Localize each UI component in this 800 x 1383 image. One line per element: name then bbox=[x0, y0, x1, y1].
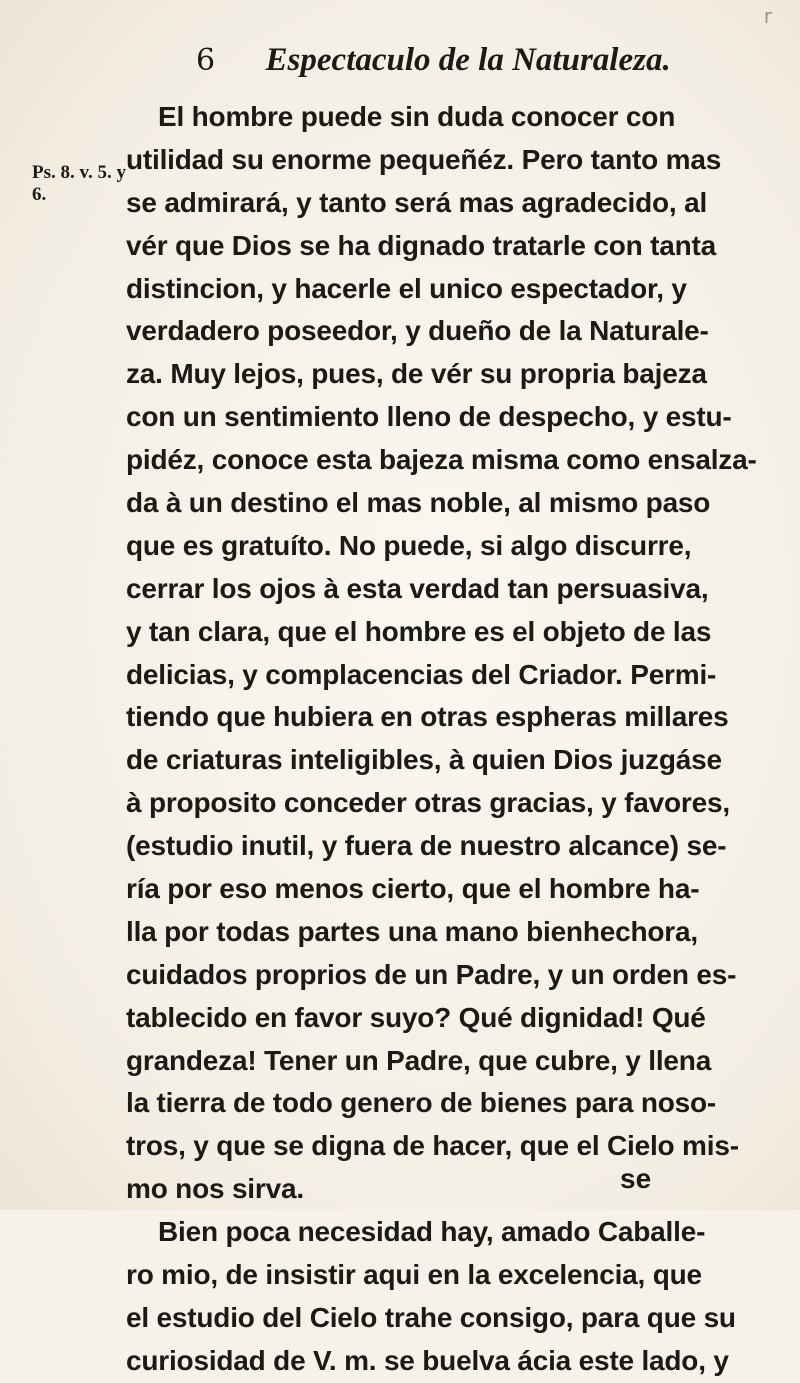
text-line: verdadero poseedor, y dueño de la Naturale- bbox=[126, 315, 709, 347]
margin-citation bbox=[32, 162, 126, 206]
text-line: da à un destino el mas noble, al mismo paso bbox=[126, 487, 711, 519]
text-line: ría por eso menos cierto, que el hombre ha- bbox=[126, 873, 700, 905]
text-line: ro mio, de insistir aqui en la excelencia, que bbox=[126, 1259, 702, 1291]
text-line: el estudio del Cielo trahe consigo, para que su bbox=[126, 1301, 736, 1333]
text-line: tros, y que se digna de hacer, que el Cielo mis- bbox=[126, 1130, 739, 1162]
text-line: pidéz, conoce esta bajeza misma como ensalza- bbox=[126, 444, 757, 476]
text-line: grandeza! Tener un Padre, que cubre, y llena bbox=[126, 1044, 712, 1076]
catchword: se bbox=[620, 1163, 652, 1194]
text-line: y tan clara, que el hombre es el objeto de las bbox=[126, 615, 712, 647]
text-line: que es gratuíto. No puede, si algo discurre, bbox=[126, 529, 692, 561]
text-line: distincion, y hacerle el unico espectador, y bbox=[126, 272, 687, 304]
text-line: à proposito conceder otras gracias, y favores, bbox=[126, 787, 730, 819]
margin-citation-line-1: Ps. 8. v. 5. y bbox=[32, 162, 126, 183]
text-line: mo nos sirva. bbox=[126, 1173, 304, 1205]
text-line: Bien poca necesidad hay, amado Caballe- bbox=[158, 1216, 706, 1248]
text-line: delicias, y complacencias del Criador. Permi- bbox=[126, 658, 717, 690]
text-line: con un sentimiento lleno de despecho, y estu- bbox=[126, 401, 732, 433]
text-line: tiendo que hubiera en otras espheras millares bbox=[126, 701, 729, 733]
page-header bbox=[196, 40, 671, 80]
text-line: cerrar los ojos à esta verdad tan persuasiva, bbox=[126, 572, 709, 604]
text-line: curiosidad de V. m. se buelva ácia este lado, y bbox=[126, 1344, 729, 1376]
page-number: 6 bbox=[196, 43, 216, 78]
text-line: utilidad su enorme pequeñéz. Pero tanto mas bbox=[126, 143, 722, 175]
text-line: de criaturas inteligibles, à quien Dios juzgáse bbox=[126, 744, 722, 776]
text-line: za. Muy lejos, pues, de vér su propria bajeza bbox=[126, 358, 707, 390]
text-line: tablecido en favor suyo? Qué dignidad! Qué bbox=[126, 1001, 706, 1033]
text-line: la tierra de todo genero de bienes para noso- bbox=[126, 1087, 717, 1119]
text-line: vér que Dios se ha dignado tratarle con tanta bbox=[126, 229, 717, 261]
text-line: (estudio inutil, y fuera de nuestro alcance) se- bbox=[126, 830, 727, 862]
margin-citation-line-2: 6. bbox=[32, 184, 47, 205]
corner-mark: r bbox=[763, 4, 772, 28]
paragraph bbox=[126, 1211, 736, 1383]
text-line: lla por todas partes una mano bienhechora, bbox=[126, 915, 698, 947]
body-text bbox=[126, 96, 757, 1383]
text-line: cuidados proprios de un Padre, y un orden es- bbox=[126, 958, 737, 990]
running-title: Espectaculo de la Naturaleza. bbox=[265, 42, 671, 78]
text-line: El hombre puede sin duda conocer con bbox=[158, 101, 676, 132]
text-line: se admirará, y tanto será mas agradecido, al bbox=[126, 186, 708, 218]
paragraph bbox=[126, 96, 757, 1211]
